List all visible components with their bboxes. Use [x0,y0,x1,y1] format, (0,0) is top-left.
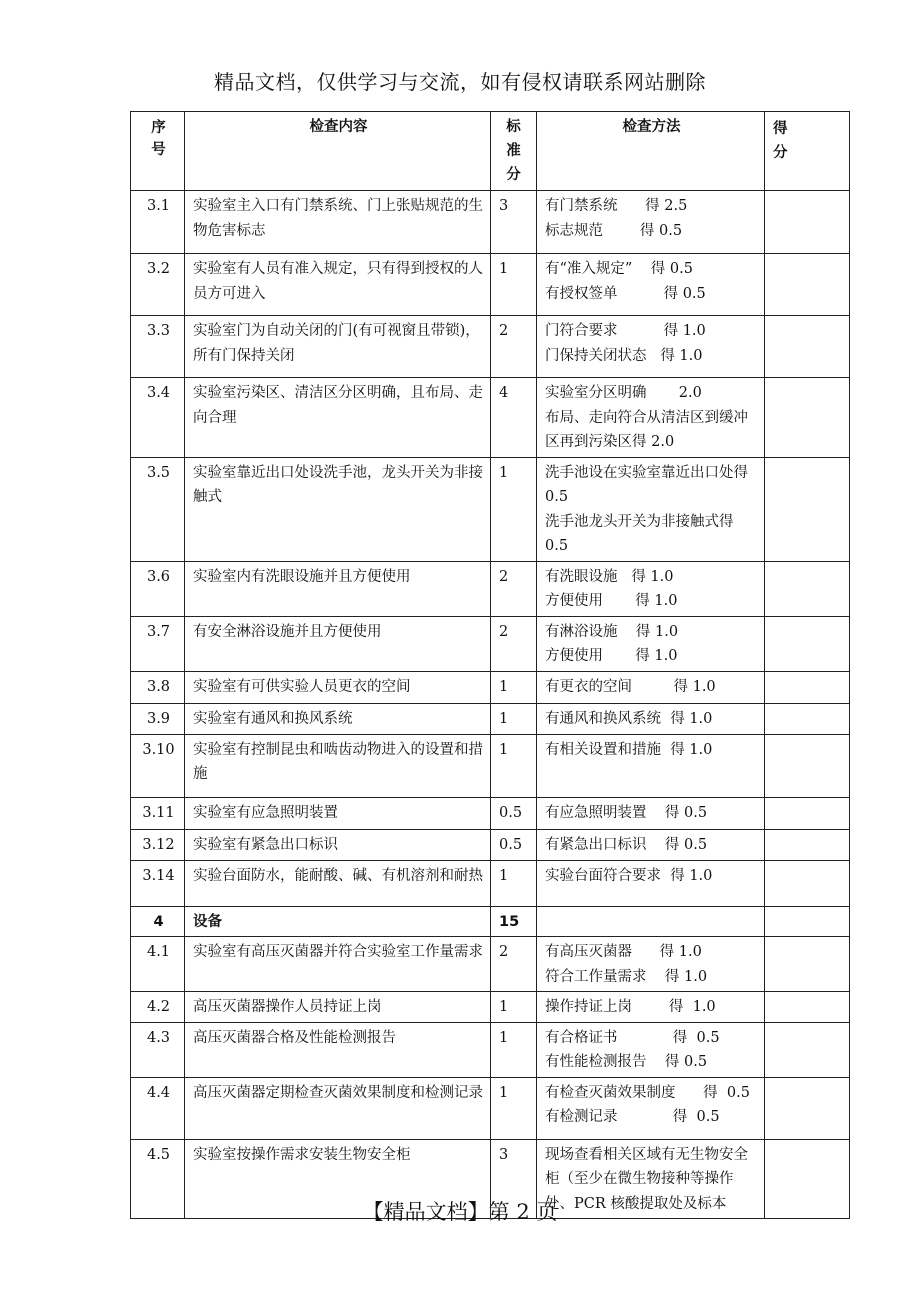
standard-score: 2 [491,316,537,378]
check-content: 高压灭菌器定期检查灭菌效果制度和检测记录 [185,1077,491,1139]
check-method: 有检查灭菌效果制度 得 0.5 有检测记录 得 0.5 [537,1077,765,1139]
check-method: 有淋浴设施 得 1.0 方便使用 得 1.0 [537,616,765,671]
table-row [131,378,850,458]
standard-score: 1 [491,1022,537,1077]
standard-score: 0.5 [491,829,537,860]
standard-score: 0.5 [491,797,537,829]
check-method [537,906,765,937]
standard-score: 2 [491,616,537,671]
score-cell [765,906,850,937]
standard-score: 2 [491,937,537,992]
standard-score: 1 [491,254,537,316]
check-content: 实验室有高压灭菌器并符合实验室工作量需求 [185,937,491,992]
check-method: 有合格证书 得 0.5 有性能检测报告 得 0.5 [537,1022,765,1077]
standard-score: 1 [491,457,537,561]
row-number: 3.6 [131,561,185,616]
row-number: 3.3 [131,316,185,378]
table-row [131,1077,850,1139]
score-cell [765,378,850,458]
score-cell [765,992,850,1023]
row-number: 3.4 [131,378,185,458]
header-method: 检查方法 [537,112,765,191]
standard-score: 1 [491,671,537,703]
check-content: 高压灭菌器合格及性能检测报告 [185,1022,491,1077]
row-number: 3.9 [131,703,185,734]
standard-score: 1 [491,992,537,1023]
score-cell [765,561,850,616]
table-row [131,1022,850,1077]
score-cell [765,191,850,254]
score-cell [765,1077,850,1139]
check-method: 有紧急出口标识 得 0.5 [537,829,765,860]
table-row [131,191,850,254]
check-content: 实验室有应急照明装置 [185,797,491,829]
row-number: 3.7 [131,616,185,671]
check-content: 实验室主入口有门禁系统、门上张贴规范的生物危害标志 [185,191,491,254]
score-cell [765,254,850,316]
standard-score: 2 [491,561,537,616]
check-method: 门符合要求 得 1.0 门保持关闭状态 得 1.0 [537,316,765,378]
check-content: 实验室有紧急出口标识 [185,829,491,860]
standard-score: 4 [491,378,537,458]
header-score: 得 分 [765,112,850,191]
table-row [131,671,850,703]
standard-score: 1 [491,703,537,734]
score-cell [765,797,850,829]
check-content: 实验室有可供实验人员更衣的空间 [185,671,491,703]
check-method: 现场查看相关区域有无生物安全柜（至少在微生物接种等操作处、PCR 核酸提取处及标本 [537,1139,765,1219]
table-row [131,734,850,797]
table-row [131,316,850,378]
check-content: 实验室有人员有准入规定，只有得到授权的人员方可进入 [185,254,491,316]
standard-score: 1 [491,860,537,906]
table-row [131,703,850,734]
row-number: 3.11 [131,797,185,829]
check-method: 有洗眼设施 得 1.0 方便使用 得 1.0 [537,561,765,616]
row-number: 4 [131,906,185,937]
check-content: 设备 [185,906,491,937]
check-method: 操作持证上岗 得 1.0 [537,992,765,1023]
table-row [131,937,850,992]
score-cell [765,457,850,561]
header-seq: 序 号 [131,112,185,191]
page-footer: 【精品文档】第 2 页 [362,1200,558,1224]
check-method: 有门禁系统 得 2.5 标志规范 得 0.5 [537,191,765,254]
check-method: 有通风和换风系统 得 1.0 [537,703,765,734]
score-cell [765,829,850,860]
score-cell [765,671,850,703]
check-method: 有高压灭菌器 得 1.0 符合工作量需求 得 1.0 [537,937,765,992]
score-cell [765,937,850,992]
row-number: 4.2 [131,992,185,1023]
row-number: 4.4 [131,1077,185,1139]
table-row [131,616,850,671]
row-number: 3.1 [131,191,185,254]
score-cell [765,703,850,734]
check-method: 有相关设置和措施 得 1.0 [537,734,765,797]
check-method: 实验室分区明确 2.0 布局、走向符合从清洁区到缓冲区再到污染区得 2.0 [537,378,765,458]
header-content: 检查内容 [185,112,491,191]
row-number: 3.2 [131,254,185,316]
page-header: 精品文档，仅供学习与交流，如有侵权请联系网站删除 [214,70,706,94]
check-content: 实验室按操作需求安装生物安全柜 [185,1139,491,1219]
table-row [131,254,850,316]
check-method: 实验台面符合要求 得 1.0 [537,860,765,906]
header-standard-score: 标 准 分 [491,112,537,191]
standard-score: 15 [491,906,537,937]
row-number: 3.14 [131,860,185,906]
check-method: 有“准入规定” 得 0.5 有授权签单 得 0.5 [537,254,765,316]
score-cell [765,616,850,671]
standard-score: 3 [491,1139,537,1219]
score-cell [765,316,850,378]
check-method: 洗手池设在实验室靠近出口处得 0.5 洗手池龙头开关为非接触式得 0.5 [537,457,765,561]
check-method: 有应急照明装置 得 0.5 [537,797,765,829]
check-content: 实验室靠近出口处设洗手池，龙头开关为非接触式 [185,457,491,561]
check-content: 实验台面防水，能耐酸、碱、有机溶剂和耐热 [185,860,491,906]
row-number: 4.3 [131,1022,185,1077]
check-method: 有更衣的空间 得 1.0 [537,671,765,703]
table-row [131,860,850,906]
table-row [131,992,850,1023]
check-content: 实验室有通风和换风系统 [185,703,491,734]
score-cell [765,860,850,906]
row-number: 3.8 [131,671,185,703]
table-header-row [131,112,850,191]
row-number: 3.10 [131,734,185,797]
standard-score: 3 [491,191,537,254]
row-number: 3.5 [131,457,185,561]
section-row [131,906,850,937]
table-row [131,457,850,561]
row-number: 4.1 [131,937,185,992]
check-content: 实验室有控制昆虫和啮齿动物进入的设置和措施 [185,734,491,797]
row-number: 3.12 [131,829,185,860]
score-cell [765,1022,850,1077]
score-cell [765,734,850,797]
standard-score: 1 [491,1077,537,1139]
table-row [131,829,850,860]
standard-score: 1 [491,734,537,797]
check-content: 实验室内有洗眼设施并且方便使用 [185,561,491,616]
check-content: 实验室门为自动关闭的门(有可视窗且带锁)，所有门保持关闭 [185,316,491,378]
check-content: 实验室污染区、清洁区分区明确，且布局、走向合理 [185,378,491,458]
check-content: 有安全淋浴设施并且方便使用 [185,616,491,671]
check-content: 高压灭菌器操作人员持证上岗 [185,992,491,1023]
table-row [131,561,850,616]
table-row [131,797,850,829]
row-number: 4.5 [131,1139,185,1219]
inspection-table [130,111,850,1219]
